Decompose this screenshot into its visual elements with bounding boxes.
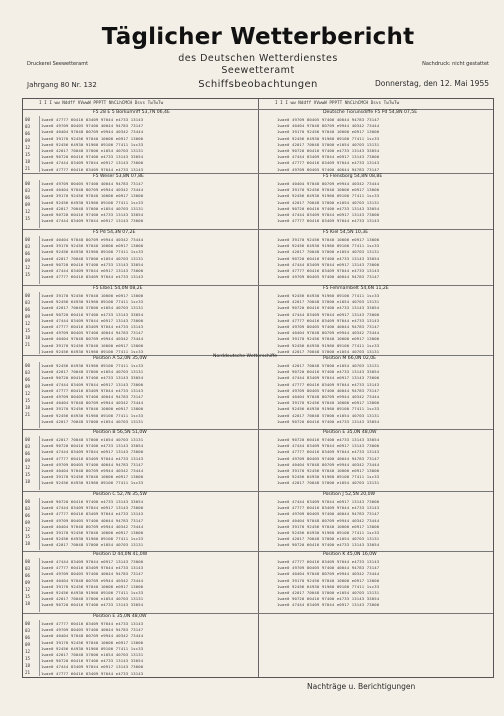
observation-row: 1wae0 92456 64930 91960 09100 77411 1sc33 xyxy=(41,363,144,368)
observation-row: 1wae0 47777 60416 83409 97044 e4733 13143 xyxy=(41,166,144,172)
observation-row: 1wae0 47777 60416 83409 97044 e4733 13143 xyxy=(41,274,144,280)
hour-label: 09 xyxy=(25,520,31,525)
hour-label: 00 xyxy=(25,621,31,626)
column-divider xyxy=(258,99,259,677)
hour-column xyxy=(23,558,40,612)
observation-row: 1wae0 42017 70048 57000 e1054 40703 13131 xyxy=(277,480,380,486)
observation-row: 1wae0 47444 83409 97044 e0917 13143 73000 xyxy=(277,443,380,449)
hour-label: 00 xyxy=(25,437,31,442)
section-label-right: F5 Flensborg 54,8N 08,8E xyxy=(323,174,383,179)
observation-row: 1wae0 92456 64930 91960 09100 77411 1sc33 xyxy=(41,141,144,147)
observation-row: 1wae0 47777 60416 83409 97044 e4733 13143 xyxy=(41,455,144,461)
observation-row: 1wae0 47444 83409 97044 e0917 13143 73000 xyxy=(277,261,380,267)
observation-row: 1wae0 92456 64930 91960 09100 77411 1sc33 xyxy=(277,243,380,249)
section-label-left: Position B 56,5N 51,0W xyxy=(93,430,147,435)
hour-column xyxy=(23,116,40,172)
observation-row: 1wae0 47777 60416 83409 97044 e4733 13143 xyxy=(277,505,380,511)
hour-label: 12 xyxy=(25,145,31,150)
hour-label: 03 xyxy=(25,300,31,305)
hour-label: 15 xyxy=(25,594,31,599)
hour-label: 09 xyxy=(25,384,31,389)
section-label-center: Norddeutsche Wetterschiffe xyxy=(213,354,278,359)
hour-label: 09 xyxy=(25,580,31,585)
observation-row: 1wae0 47444 83409 97044 e0917 13143 73000 xyxy=(41,268,144,273)
hour-label: 15 xyxy=(25,328,31,333)
observation-row: 1wae0 39170 92456 97040 10000 e0917 13000 xyxy=(41,583,144,589)
observation-row: 1wae0 47777 60416 83409 97044 e4733 13143 xyxy=(41,324,144,329)
observation-row: 1wae0 42017 70048 57000 e1054 40703 13131 xyxy=(41,205,144,211)
hour-label: 15 xyxy=(25,398,31,403)
observation-row: 1wae0 49709 80405 97400 40044 94783 73147 xyxy=(277,117,380,122)
observation-row: 1wae0 40404 97048 80709 e9944 40342 73444 xyxy=(277,571,380,577)
observation-row: 1wae0 49709 80405 97400 40044 94783 73147 xyxy=(41,181,144,186)
observation-grid xyxy=(22,98,494,678)
observation-row: 1wae0 42017 70048 57000 e1054 40703 13131 xyxy=(41,652,144,657)
observation-row: 1wae0 40404 97048 80709 e9944 40342 73444 xyxy=(277,123,380,129)
hour-label: 00 xyxy=(25,237,31,242)
observation-row: 1wae0 40404 97048 80709 e9944 40342 73444 xyxy=(277,181,380,186)
observation-row: 1wae0 92456 64930 91960 09100 77411 1sc33 xyxy=(41,249,144,255)
hour-label: 03 xyxy=(25,188,31,193)
observation-row: 1wae0 39170 92456 97040 10000 e0917 13000 xyxy=(277,523,380,529)
hour-label: 06 xyxy=(25,377,31,382)
weather-report-page xyxy=(22,20,494,708)
hour-column xyxy=(23,498,40,550)
hour-label: 06 xyxy=(25,635,31,640)
report-title: Täglicher Wetterbericht xyxy=(101,24,415,50)
observation-row: 1wae0 90720 60416 97400 e4733 13143 33054 xyxy=(41,311,144,317)
hour-label: 03 xyxy=(25,244,31,249)
observation-row: 1wae0 49709 80405 97400 40044 94783 73147 xyxy=(277,565,380,571)
observation-row: 1wae0 90720 60416 97400 e4733 13143 33054 xyxy=(277,255,380,261)
observation-row: 1wae0 47444 83409 97044 e0917 13143 73000 xyxy=(41,449,144,455)
section-label-right: Position J 52,5N 20,0W xyxy=(323,492,376,497)
section-label-left: Position C 52,7N 35,5W xyxy=(93,492,147,497)
observation-row: 1wae0 47444 83409 97044 e0917 13143 73000 xyxy=(41,664,144,670)
observation-row: 1wae0 92456 64930 91960 09100 77411 1sc33 xyxy=(41,199,144,205)
observation-row: 1wae0 39170 92456 97040 10000 e0917 13000 xyxy=(41,135,144,141)
observation-row: 1wae0 39170 92456 97040 10000 e0917 13000 xyxy=(277,336,380,342)
observation-row: 1wae0 42017 70048 57000 e1054 40703 13131 xyxy=(41,148,144,153)
observation-row: 1wae0 47777 60416 83409 97044 e4733 13143 xyxy=(41,670,144,676)
observation-row: 1wae0 47444 83409 97044 e0917 13143 73000 xyxy=(277,602,380,608)
hour-label: 12 xyxy=(25,465,31,470)
observation-row: 1wae0 49709 80405 97400 40044 94783 73147 xyxy=(277,387,380,393)
observation-row: 1wae0 40404 97048 80709 e9944 40342 73444 xyxy=(277,461,380,467)
observation-row: 1wae0 90720 60416 97400 e4733 13143 33054 xyxy=(41,261,144,267)
observation-row: 1wae0 42017 70048 57000 e1054 40703 13131 xyxy=(277,412,380,418)
report-office: Seewetteramt xyxy=(221,65,295,76)
section-label-right: Deutsche Tiorunsdiffe F5 Pd 54,8N 07,5E xyxy=(323,110,418,115)
observation-row: 1wae0 49709 80405 97400 40044 94783 73147 xyxy=(277,455,380,461)
observation-row: 1wae0 47444 83409 97044 e0917 13143 73000 xyxy=(41,559,144,564)
observation-row: 1wae0 47444 83409 97044 e0917 13143 73000 xyxy=(41,505,144,511)
hour-label: 12 xyxy=(25,649,31,654)
observation-row: 1wae0 92456 64930 91960 09100 77411 1sc33 xyxy=(41,536,144,542)
observation-row: 1wae0 49709 80405 97400 40044 94783 73147 xyxy=(41,461,144,467)
observation-row: 1wae0 40404 97048 80709 e9944 40342 73444 xyxy=(41,633,144,639)
hour-label: 18 xyxy=(25,405,31,410)
observation-row: 1wae0 39170 92456 97040 10000 e0917 13000 xyxy=(277,468,380,473)
observation-row: 1wae0 47444 83409 97044 e0917 13143 73000 xyxy=(277,212,380,217)
observation-row: 1wae0 47777 60416 83409 97044 e4733 13143 xyxy=(41,117,144,122)
observation-row: 1wae0 40404 97048 80709 e9944 40342 73444 xyxy=(41,187,144,193)
observation-row: 1wae0 40404 97048 80709 e9944 40342 73444 xyxy=(41,400,144,406)
observation-row: 1wae0 39170 92456 97040 10000 e0917 13000 xyxy=(277,577,380,583)
hour-label: 21 xyxy=(25,166,31,171)
section-label-right: Position K 45,0N 16,0W xyxy=(323,552,377,557)
hour-label: 12 xyxy=(25,209,31,214)
observation-row: 1wae0 40404 97048 80709 e9944 40342 73444 xyxy=(41,129,144,135)
column-header-right: I I I ww Nddff VVwwW PPPTT NhCLhCMCH Dsvs TwTwTw xyxy=(275,101,400,106)
hour-label: 12 xyxy=(25,391,31,396)
observation-row: 1wae0 47777 60416 83409 97044 e4733 13143 xyxy=(277,449,380,455)
reprint-note: Nachdruck: nicht gestattet xyxy=(422,61,489,67)
hour-label: 00 xyxy=(25,181,31,186)
hour-label: 18 xyxy=(25,601,31,606)
section-label-left: Position A 52,0N 35,0W xyxy=(93,356,147,361)
observation-row: 1wae0 90720 60416 97400 e4733 13143 33054 xyxy=(41,212,144,217)
observation-row: 1wae0 42017 70048 57000 e1054 40703 13131 xyxy=(41,418,144,424)
hour-column xyxy=(23,236,40,284)
observation-row: 1wae0 92456 64930 91960 09100 77411 1sc33 xyxy=(277,193,380,199)
hour-column xyxy=(23,362,40,428)
observation-row: 1wae0 90720 60416 97400 e4733 13143 33054 xyxy=(277,369,380,375)
observation-row: 1wae0 49709 80405 97400 40044 94783 73147 xyxy=(277,274,380,280)
hour-label: 21 xyxy=(25,342,31,347)
report-subtitle: des Deutschen Wetterdienstes xyxy=(178,53,338,64)
observation-row: 1wae0 90720 60416 97400 e4733 13143 33054 xyxy=(277,418,380,424)
observation-row: 1wae0 42017 70048 57000 e1054 40703 13131 xyxy=(277,536,380,542)
observation-row: 1wae0 40404 97048 80709 e9944 40342 73444 xyxy=(277,330,380,336)
issue-number: Jahrgang 80 Nr. 132 xyxy=(27,81,97,89)
hour-column xyxy=(23,292,40,354)
section-label-right: Position M 66,0N 02,0E xyxy=(323,356,377,361)
observation-row: 1wae0 92456 64930 91960 09100 77411 1sc33 xyxy=(41,412,144,418)
section-label-right: F5 Fehmarnbelt 54,6N 11,2E xyxy=(323,286,389,291)
observation-row: 1wae0 90720 60416 97400 e4733 13143 33054 xyxy=(41,443,144,449)
observation-row: 1wae0 90720 60416 97400 e4733 13143 33054 xyxy=(277,542,380,548)
observation-row: 1wae0 39170 92456 97040 10000 e0917 13000 xyxy=(277,187,380,193)
observation-row: 1wae0 47777 60416 83409 97044 e4733 13143 xyxy=(41,387,144,393)
observation-row: 1wae0 92456 64930 91960 09100 77411 1sc33 xyxy=(41,299,144,305)
hour-label: 06 xyxy=(25,131,31,136)
hour-label: 15 xyxy=(25,216,31,221)
observation-row: 1wae0 49709 80405 97400 40044 94783 73147 xyxy=(41,330,144,336)
hour-label: 06 xyxy=(25,573,31,578)
observation-row: 1wae0 47444 83409 97044 e0917 13143 73000 xyxy=(277,499,380,504)
hour-label: 06 xyxy=(25,451,31,456)
observation-row: 1wae0 42017 70048 57000 e1054 40703 13131 xyxy=(277,249,380,255)
hour-label: 00 xyxy=(25,117,31,122)
observation-row: 1wae0 92456 64930 91960 09100 77411 1sc33 xyxy=(41,480,144,486)
section-label-right: F5 Kiel 54,5N 10,3E xyxy=(323,230,369,235)
observation-row: 1wae0 90720 60416 97400 e4733 13143 33054 xyxy=(277,305,380,311)
section-label-left: F5 28 E 5 Borkumriff 53,7N 06,4E xyxy=(93,110,170,115)
observation-row: 1wae0 39170 92456 97040 10000 e0917 13000 xyxy=(41,530,144,535)
observation-row: 1wae0 47777 60416 83409 97044 e4733 13143 xyxy=(277,160,380,166)
observation-row: 1wae0 90720 60416 97400 e4733 13143 33054 xyxy=(277,437,380,442)
hour-label: 03 xyxy=(25,566,31,571)
hour-column xyxy=(23,620,40,676)
hour-label: 18 xyxy=(25,541,31,546)
observation-row: 1wae0 42017 70048 57000 e1054 40703 13131 xyxy=(41,596,144,602)
observation-row: 1wae0 49709 80405 97400 40044 94783 73147 xyxy=(41,571,144,577)
observation-row: 1wae0 42017 70048 57000 e1054 40703 13131 xyxy=(41,369,144,375)
observation-row: 1wae0 39170 92456 97040 10000 e0917 13000 xyxy=(41,193,144,199)
observation-row: 1wae0 92456 64930 91960 09100 77411 1sc33 xyxy=(277,342,380,348)
hour-label: 06 xyxy=(25,251,31,256)
hour-label: 18 xyxy=(25,335,31,340)
observation-row: 1wae0 39170 92456 97040 10000 e0917 13000 xyxy=(41,342,144,348)
hour-label: 06 xyxy=(25,513,31,518)
hour-label: 18 xyxy=(25,479,31,484)
observation-row: 1wae0 42017 70048 57000 e1054 40703 13131 xyxy=(41,437,144,442)
footer-note: Nachträge u. Berichtigungen xyxy=(307,682,416,691)
observation-row: 1wae0 90720 60416 97400 e4733 13143 33054 xyxy=(41,375,144,381)
hour-label: 12 xyxy=(25,321,31,326)
hour-label: 00 xyxy=(25,363,31,368)
observation-row: 1wae0 42017 70048 57000 e1054 40703 13131 xyxy=(277,590,380,595)
observation-row: 1wae0 92456 64930 91960 09100 77411 1sc33 xyxy=(277,474,380,480)
observation-row: 1wae0 40404 97048 80709 e9944 40342 73444 xyxy=(277,517,380,523)
observation-row: 1wae0 47777 60416 83409 97044 e4733 13143 xyxy=(41,565,144,571)
observation-row: 1wae0 39170 92456 97040 10000 e0917 13000 xyxy=(41,243,144,249)
hour-label: 09 xyxy=(25,458,31,463)
observation-row: 1wae0 40404 97048 80709 e9944 40342 73444 xyxy=(41,523,144,529)
hour-label: 09 xyxy=(25,258,31,263)
observation-row: 1wae0 92456 64930 91960 09100 77411 1sc33 xyxy=(41,590,144,595)
section-label-left: F5 Weser 53,8N 07,8E xyxy=(93,174,144,179)
observation-row: 1wae0 90720 60416 97400 e4733 13143 33054 xyxy=(41,154,144,160)
hour-label: 00 xyxy=(25,293,31,298)
observation-row: 1wae0 92456 64930 91960 09100 77411 1sc33 xyxy=(277,293,380,298)
observation-row: 1wae0 49709 80405 97400 40044 94783 73147 xyxy=(41,394,144,399)
hour-label: 09 xyxy=(25,202,31,207)
observation-row: 1wae0 42017 70048 57000 e1054 40703 13131 xyxy=(41,542,144,548)
hour-label: 03 xyxy=(25,124,31,129)
observation-row: 1wae0 40404 97048 80709 e9944 40342 73444 xyxy=(277,394,380,399)
hour-column xyxy=(23,436,40,490)
printer-note: Druckerei Seewetteramt xyxy=(27,61,89,67)
hour-label: 15 xyxy=(25,656,31,661)
observation-row: 1wae0 92456 64930 91960 09100 77411 1sc33 xyxy=(277,530,380,535)
report-date: Donnerstag, den 12. Mai 1955 xyxy=(375,79,489,88)
observation-row: 1wae0 42017 70048 57000 e1054 40703 13131 xyxy=(41,305,144,311)
observation-row: 1wae0 47444 83409 97044 e0917 13143 73000 xyxy=(41,381,144,387)
hour-label: 00 xyxy=(25,499,31,504)
section-label-right: Position E 35,0N 48,0W xyxy=(323,430,377,435)
observation-row: 1wae0 39170 92456 97040 10000 e0917 13000 xyxy=(41,406,144,412)
observation-row: 1wae0 49709 80405 97400 40044 94783 73147 xyxy=(277,166,380,172)
column-header-left: I I I ww Nddff VVwwW PPPTT NhCLhCMCH Dsvs TwTwTw xyxy=(39,101,164,106)
observation-row: 1wae0 39170 92456 97040 10000 e0917 13000 xyxy=(41,293,144,298)
observation-row: 1wae0 92456 64930 91960 09100 77411 1sc33 xyxy=(41,348,144,354)
observation-row: 1wae0 92456 64930 91960 09100 77411 1sc33 xyxy=(41,645,144,651)
hour-label: 15 xyxy=(25,272,31,277)
observation-row: 1wae0 39170 92456 97040 10000 e0917 13000 xyxy=(277,237,380,242)
section-label-left: F5 Pd 54,3N 07,2E xyxy=(93,230,136,235)
section-label-left: Position E 35,0N 48,0W xyxy=(93,614,147,619)
observation-row: 1wae0 39170 92456 97040 10000 e0917 13000 xyxy=(41,474,144,480)
observation-row: 1wae0 90720 60416 97400 e4733 13143 33054 xyxy=(277,596,380,602)
observation-row: 1wae0 39170 92456 97040 10000 e0917 13000 xyxy=(41,639,144,645)
observation-row: 1wae0 47444 83409 97044 e0917 13143 73000 xyxy=(277,375,380,381)
observation-row: 1wae0 92456 64930 91960 09100 77411 1sc33 xyxy=(277,406,380,412)
observation-row: 1wae0 47444 83409 97044 e0917 13143 73000 xyxy=(41,160,144,166)
hour-label: 15 xyxy=(25,534,31,539)
section-label-left: Position D 44,0N 41,0W xyxy=(93,552,148,557)
observation-row: 1wae0 47444 83409 97044 e0917 13143 73000 xyxy=(277,154,380,160)
observation-row: 1wae0 40404 97048 80709 e9944 40342 73444 xyxy=(41,237,144,242)
hour-label: 03 xyxy=(25,370,31,375)
observation-row: 1wae0 90720 60416 97400 e4733 13143 33054 xyxy=(277,148,380,153)
observation-row: 1wae0 90720 60416 97400 e4733 13143 33054 xyxy=(41,658,144,664)
observation-row: 1wae0 90720 60416 97400 e4733 13143 33054 xyxy=(41,602,144,608)
observation-row: 1wae0 47777 60416 83409 97044 e4733 13143 xyxy=(277,317,380,323)
hour-label: 00 xyxy=(25,559,31,564)
observation-row: 1wae0 47777 60416 83409 97044 e4733 13143 xyxy=(277,268,380,273)
observation-row: 1wae0 42017 70048 57000 e1054 40703 13131 xyxy=(277,141,380,147)
hour-label: 18 xyxy=(25,663,31,668)
observation-row: 1wae0 40404 97048 80709 e9944 40342 73444 xyxy=(41,468,144,473)
hour-label: 03 xyxy=(25,444,31,449)
hour-label: 09 xyxy=(25,314,31,319)
observation-row: 1wae0 40404 97048 80709 e9944 40342 73444 xyxy=(41,577,144,583)
hour-column xyxy=(23,180,40,228)
observation-row: 1wae0 40404 97048 80709 e9944 40342 73444 xyxy=(41,336,144,342)
observation-row: 1wae0 47777 60416 83409 97044 e4733 13143 xyxy=(41,511,144,517)
observation-row: 1wae0 47777 60416 83409 97044 e4733 13143 xyxy=(41,621,144,626)
hour-label: 21 xyxy=(25,670,31,675)
observation-row: 1wae0 49709 80405 97400 40044 94783 73147 xyxy=(41,123,144,129)
observation-row: 1wae0 42017 70048 57000 e1054 40703 13131 xyxy=(277,199,380,205)
observation-row: 1wae0 92456 64930 91960 09100 77411 1sc33 xyxy=(277,583,380,589)
observation-row: 1wae0 47444 83409 97044 e0917 13143 73000 xyxy=(41,218,144,224)
observation-row: 1wae0 47777 60416 83409 97044 e4733 13143 xyxy=(277,381,380,387)
hour-label: 03 xyxy=(25,506,31,511)
observation-row: 1wae0 42017 70048 57000 e1054 40703 13131 xyxy=(277,363,380,368)
observation-row: 1wae0 39170 92456 97040 10000 e0917 13000 xyxy=(277,400,380,406)
observation-row: 1wae0 42017 70048 57000 e1054 40703 13131 xyxy=(41,255,144,261)
observation-row: 1wae0 49709 80405 97400 40044 94783 73147 xyxy=(277,511,380,517)
observation-row: 1wae0 92456 64930 91960 09100 77411 1sc33 xyxy=(277,135,380,141)
section-label-left: F5 Elbe1 54,0N 08,2E xyxy=(93,286,143,291)
hour-label: 12 xyxy=(25,527,31,532)
observation-row: 1wae0 47777 60416 83409 97044 e4733 13143 xyxy=(277,218,380,224)
hour-label: 15 xyxy=(25,472,31,477)
hour-label: 18 xyxy=(25,159,31,164)
observation-row: 1wae0 47444 83409 97044 e0917 13143 73000 xyxy=(277,311,380,317)
hour-label: 09 xyxy=(25,642,31,647)
hour-label: 15 xyxy=(25,152,31,157)
observation-row: 1wae0 47444 83409 97044 e0917 13143 73000 xyxy=(41,317,144,323)
observation-row: 1wae0 49709 80405 97400 40044 94783 73147 xyxy=(41,517,144,523)
hour-label: 21 xyxy=(25,412,31,417)
observation-row: 1wae0 49709 80405 97400 40044 94783 73147 xyxy=(277,324,380,329)
report-section-title: Schiffsbeobachtungen xyxy=(198,79,318,90)
hour-label: 12 xyxy=(25,265,31,270)
hour-label: 06 xyxy=(25,307,31,312)
observation-row: 1wae0 49709 80405 97400 40044 94783 73147 xyxy=(41,627,144,633)
observation-row: 1wae0 42017 70048 57000 e1054 40703 13131 xyxy=(277,348,380,354)
observation-row: 1wae0 42017 70048 57000 e1054 40703 13131 xyxy=(277,299,380,305)
observation-row: 1wae0 39170 92456 97040 10000 e0917 13000 xyxy=(277,129,380,135)
observation-row: 1wae0 90720 60416 97400 e4733 13143 33054 xyxy=(277,205,380,211)
hour-label: 09 xyxy=(25,138,31,143)
hour-label: 06 xyxy=(25,195,31,200)
observation-row: 1wae0 47777 60416 83409 97044 e4733 13143 xyxy=(277,559,380,564)
hour-label: 03 xyxy=(25,628,31,633)
hour-label: 12 xyxy=(25,587,31,592)
observation-row: 1wae0 90720 60416 97400 e4733 13143 33054 xyxy=(41,499,144,504)
